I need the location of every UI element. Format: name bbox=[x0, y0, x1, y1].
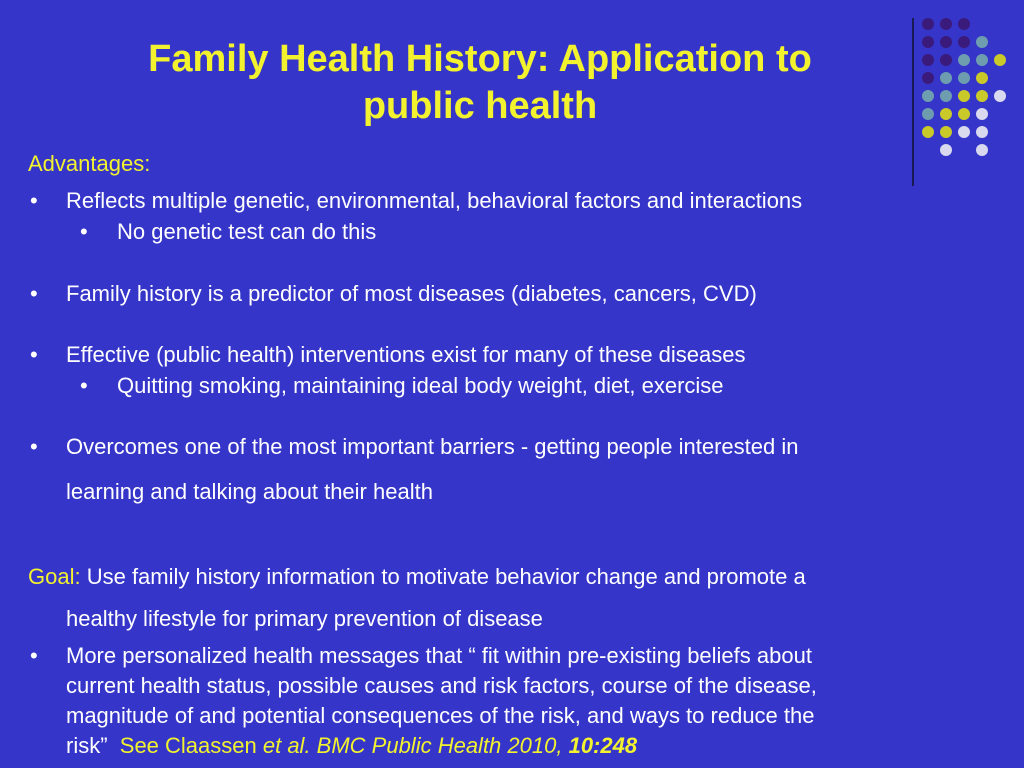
dot bbox=[958, 126, 970, 138]
goal-line-1 bbox=[28, 563, 806, 591]
dot bbox=[940, 144, 952, 156]
dot bbox=[940, 126, 952, 138]
dot bbox=[994, 90, 1006, 102]
goal-bullet-line-2: current health status, possible causes and risk factors, course of the disease, bbox=[66, 673, 817, 698]
goal-bullet-line-1: More personalized health messages that “ fit within pre-existing beliefs about bbox=[66, 643, 812, 668]
dot bbox=[940, 18, 952, 30]
dot bbox=[976, 144, 988, 156]
goal-label: Goal: bbox=[28, 564, 81, 589]
dot bbox=[922, 72, 934, 84]
dot bbox=[976, 36, 988, 48]
dot bbox=[940, 36, 952, 48]
dot bbox=[976, 126, 988, 138]
bullet-icon: • bbox=[80, 219, 88, 244]
dot bbox=[958, 72, 970, 84]
advantage-item-1: Reflects multiple genetic, environmental, behavioral factors and interactions bbox=[66, 188, 803, 213]
dot bbox=[958, 108, 970, 120]
dot bbox=[922, 90, 934, 102]
goal-text: Use family history information to motivate behavior change and promote a bbox=[80, 564, 806, 589]
dot bbox=[976, 54, 988, 66]
dot bbox=[922, 18, 934, 30]
advantage-item-4-cont: learning and talking about their health bbox=[66, 479, 433, 504]
advantage-item-2: Family history is a predictor of most diseases (diabetes, cancers, CVD) bbox=[66, 281, 757, 306]
bullet-icon: • bbox=[30, 281, 38, 306]
goal-bullet-line-3: magnitude of and potential consequences of the risk, and ways to reduce the bbox=[66, 703, 815, 728]
advantage-subitem-2: Quitting smoking, maintaining ideal body weight, diet, exercise bbox=[117, 373, 724, 398]
dot bbox=[958, 54, 970, 66]
bullet-icon: • bbox=[30, 342, 38, 367]
citation-see: See Claassen bbox=[119, 733, 263, 758]
dot bbox=[922, 108, 934, 120]
dot bbox=[994, 54, 1006, 66]
bullet-icon: • bbox=[30, 188, 38, 213]
advantage-item-3: Effective (public health) interventions exist for many of these diseases bbox=[66, 342, 746, 367]
dot bbox=[940, 90, 952, 102]
citation-ref: 10:248 bbox=[568, 733, 638, 758]
dot bbox=[940, 108, 952, 120]
vertical-rule bbox=[912, 18, 914, 186]
advantages-label: Advantages: bbox=[28, 151, 151, 176]
bullet-icon: • bbox=[30, 643, 38, 668]
bullet-icon: • bbox=[80, 373, 88, 398]
goal-bullet-line-4 bbox=[66, 732, 637, 760]
risk-text: risk” bbox=[66, 733, 120, 758]
title-line-2: public health bbox=[362, 85, 598, 127]
dot bbox=[976, 90, 988, 102]
dot bbox=[922, 126, 934, 138]
bullet-icon: • bbox=[30, 434, 38, 459]
dot bbox=[976, 108, 988, 120]
dot bbox=[958, 36, 970, 48]
goal-line-2: healthy lifestyle for primary prevention of disease bbox=[66, 606, 543, 631]
citation-journal: et al. BMC Public Health 2010, bbox=[262, 733, 569, 758]
dot bbox=[940, 72, 952, 84]
dot bbox=[922, 54, 934, 66]
dot bbox=[922, 36, 934, 48]
dot bbox=[940, 54, 952, 66]
dot bbox=[958, 18, 970, 30]
dot bbox=[976, 72, 988, 84]
advantage-subitem-1: No genetic test can do this bbox=[117, 219, 377, 244]
title-line-1: Family Health History: Application to bbox=[148, 38, 812, 80]
dot bbox=[958, 90, 970, 102]
advantage-item-4: Overcomes one of the most important barriers - getting people interested in bbox=[66, 434, 799, 459]
slide-title bbox=[40, 36, 920, 130]
